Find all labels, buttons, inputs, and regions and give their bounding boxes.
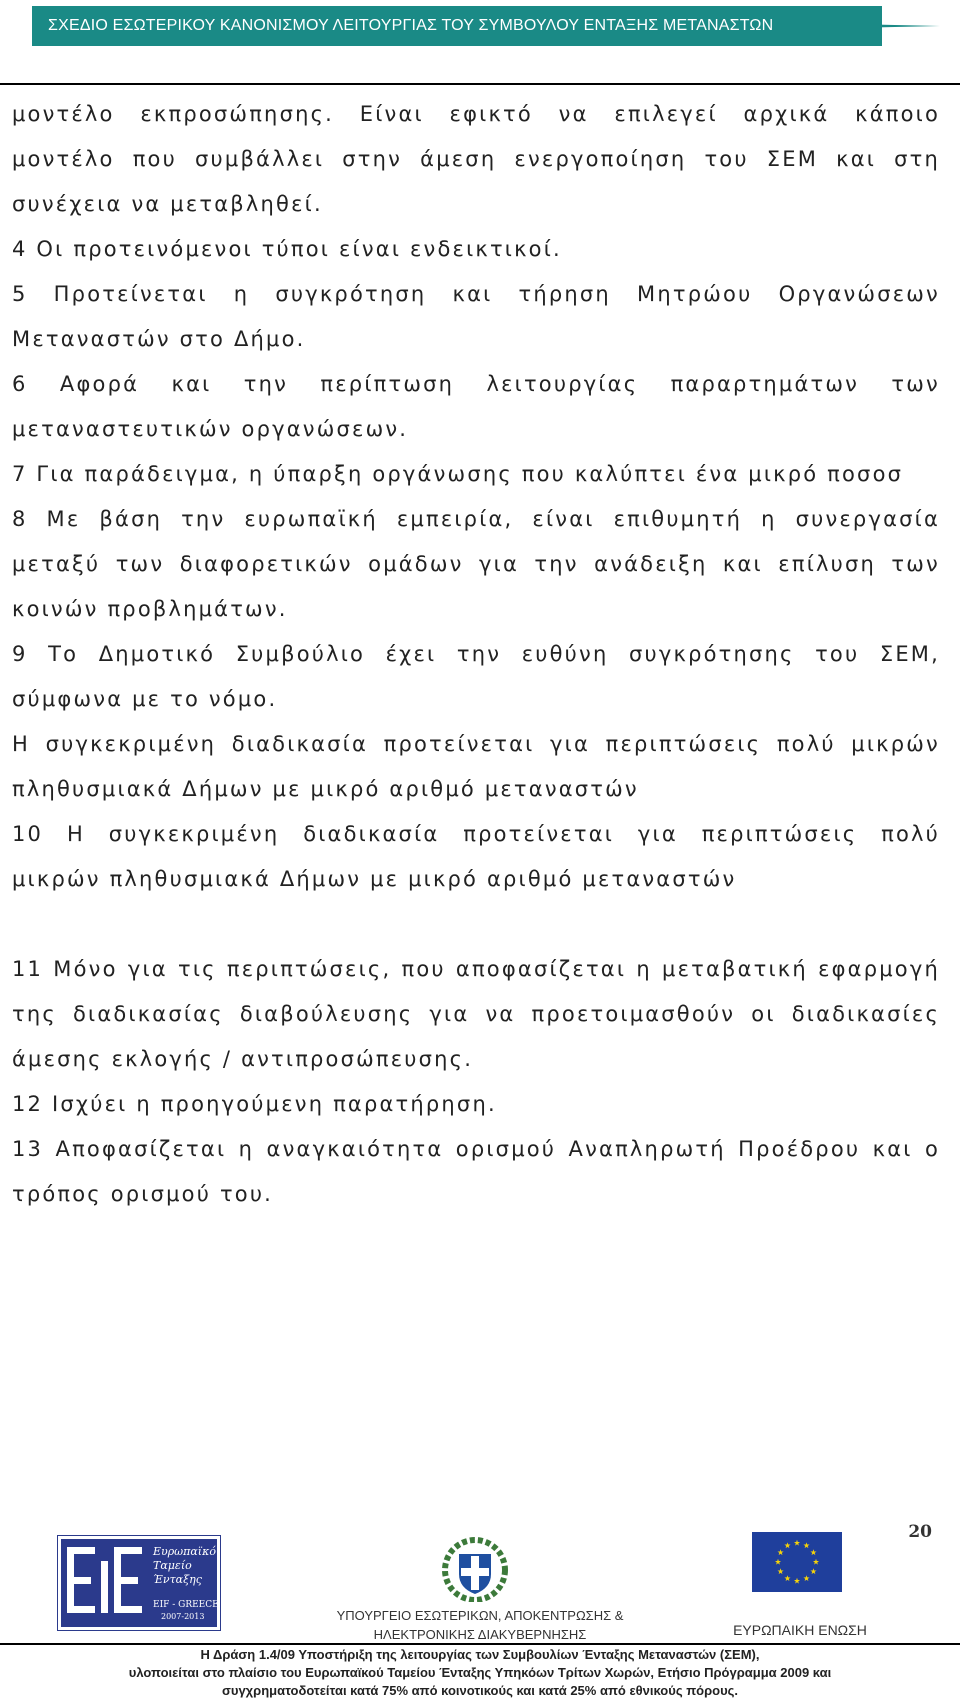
- page-number: 20: [908, 1522, 932, 1542]
- text-line: μοντέλο εκπροσώπησης. Είναι εφικτό να επιλεγεί αρχικά κάποιο: [12, 102, 940, 126]
- eu-flag-icon: [752, 1532, 842, 1592]
- text-line: 10 Η συγκεκριμένη διαδικασία προτείνεται για περιπτώσεις πολύ: [12, 822, 940, 846]
- svg-text:Ένταξης: Ένταξης: [153, 1573, 202, 1586]
- text-line: της διαδικασίας διαβούλευσης για να προετοιμασθούν οι διαδικασίες: [12, 1002, 940, 1026]
- header-title: ΣΧΕΔΙΟ ΕΣΩΤΕΡΙΚΟΥ ΚΑΝΟΝΙΣΜΟΥ ΛΕΙΤΟΥΡΓΙΑΣ ΤΟΥ ΣΥΜΒΟΥΛΟΥ ΕΝΤΑΞΗΣ ΜΕΤΑΝΑΣΤΩΝ: [48, 17, 774, 34]
- text-line: 8 Με βάση την ευρωπαϊκή εμπειρία, είναι επιθυμητή η συνεργασία: [12, 507, 940, 531]
- eif-logo: [57, 1535, 221, 1631]
- text-line: πληθυσμιακά Δήμων με μικρό αριθμό μεταναστών: [12, 777, 639, 801]
- text-line: 13 Αποφασίζεται η αναγκαιότητα ορισμού Αναπληρωτή Προέδρου και ο: [12, 1137, 940, 1161]
- ministry-label: [330, 1606, 630, 1644]
- text-line: μοντέλο που συμβάλλει στην άμεση ενεργοποίηση του ΣΕΜ και στη: [12, 147, 940, 171]
- footer-divider: [0, 1643, 960, 1645]
- text-line: σύμφωνα με το νόμο.: [12, 687, 278, 711]
- text-line: 5 Προτείνεται η συγκρότηση και τήρηση Μητρώου Οργανώσεων: [12, 282, 940, 306]
- text-line: 7 Για παράδειγμα, η ύπαρξη οργάνωσης που καλύπτει ένα μικρό ποσοσ: [12, 462, 904, 486]
- text-line: 9 Το Δημοτικό Συμβούλιο έχει την ευθύνη συγκρότησης του ΣΕΜ,: [12, 642, 940, 666]
- text-line: μικρών πληθυσμιακά Δήμων με μικρό αριθμό μεταναστών: [12, 867, 737, 891]
- svg-text:Ταμείο: Ταμείο: [153, 1559, 192, 1572]
- text-line: συνέχεια να μεταβληθεί.: [12, 192, 323, 216]
- text-line: 11 Μόνο για τις περιπτώσεις, που αποφασίζεται η μεταβατική εφαρμογή: [12, 957, 940, 981]
- text-line: μεταξύ των διαφορετικών ομάδων για την ανάδειξη και επίλυση των: [12, 552, 940, 576]
- header-banner: [32, 6, 940, 46]
- blank-line: [12, 904, 940, 949]
- text-line: μεταναστευτικών οργανώσεων.: [12, 417, 409, 441]
- text-line: 6 Αφορά και την περίπτωση λειτουργίας παραρτημάτων των: [12, 372, 940, 396]
- hellenic-republic-emblem: [440, 1534, 510, 1602]
- ministry-label-line: ΗΛΕΚΤΡΟΝΙΚΗΣ ΔΙΑΚΥΒΕΡΝΗΣΗΣ: [373, 1627, 587, 1642]
- text-line: άμεσης εκλογής / αντιπροσώπευσης.: [12, 1047, 474, 1071]
- footer-line: συγχρηματοδοτείται κατά 75% από κοινοτικούς και κατά 25% από εθνικούς πόρους.: [221, 1683, 739, 1698]
- footer-line: Η Δράση 1.4/09 Υποστήριξη της λειτουργίας των Συμβουλίων Ένταξης Μεταναστών (ΣΕΜ),: [200, 1647, 760, 1662]
- text-line: κοινών προβλημάτων.: [12, 597, 288, 621]
- footnotes-body: [12, 94, 940, 1219]
- text-line: Η συγκεκριμένη διαδικασία προτείνεται για περιπτώσεις πολύ μικρών: [12, 732, 940, 756]
- footer-line: υλοποιείται στο πλαίσιο του Ευρωπαϊκού Ταμείου Ένταξης Υπηκόων Τρίτων Χωρών, Ετήσιο Πρόγραμμα 2009 και: [128, 1665, 832, 1680]
- svg-text:EIF - GREECE: EIF - GREECE: [153, 1600, 219, 1610]
- ministry-label-line: ΥΠΟΥΡΓΕΙΟ ΕΣΩΤΕΡΙΚΩΝ, ΑΠΟΚΕΝΤΡΩΣΗΣ &: [336, 1608, 624, 1623]
- svg-text:Ευρωπαϊκό: Ευρωπαϊκό: [153, 1545, 216, 1558]
- svg-text:2007-2013: 2007-2013: [161, 1612, 205, 1621]
- text-line: Μεταναστών στο Δήμο.: [12, 327, 306, 351]
- eu-label: ΕΥΡΩΠΑΙΚΗ ΕΝΩΣΗ: [733, 1622, 867, 1638]
- text-line: 4 Οι προτεινόμενοι τύποι είναι ενδεικτικοί.: [12, 237, 562, 261]
- funding-footer: [30, 1646, 930, 1700]
- text-line: τρόπος ορισμού του.: [12, 1182, 274, 1206]
- text-line: 12 Ισχύει η προηγούμενη παρατήρηση.: [12, 1092, 497, 1116]
- header-divider: [0, 83, 960, 85]
